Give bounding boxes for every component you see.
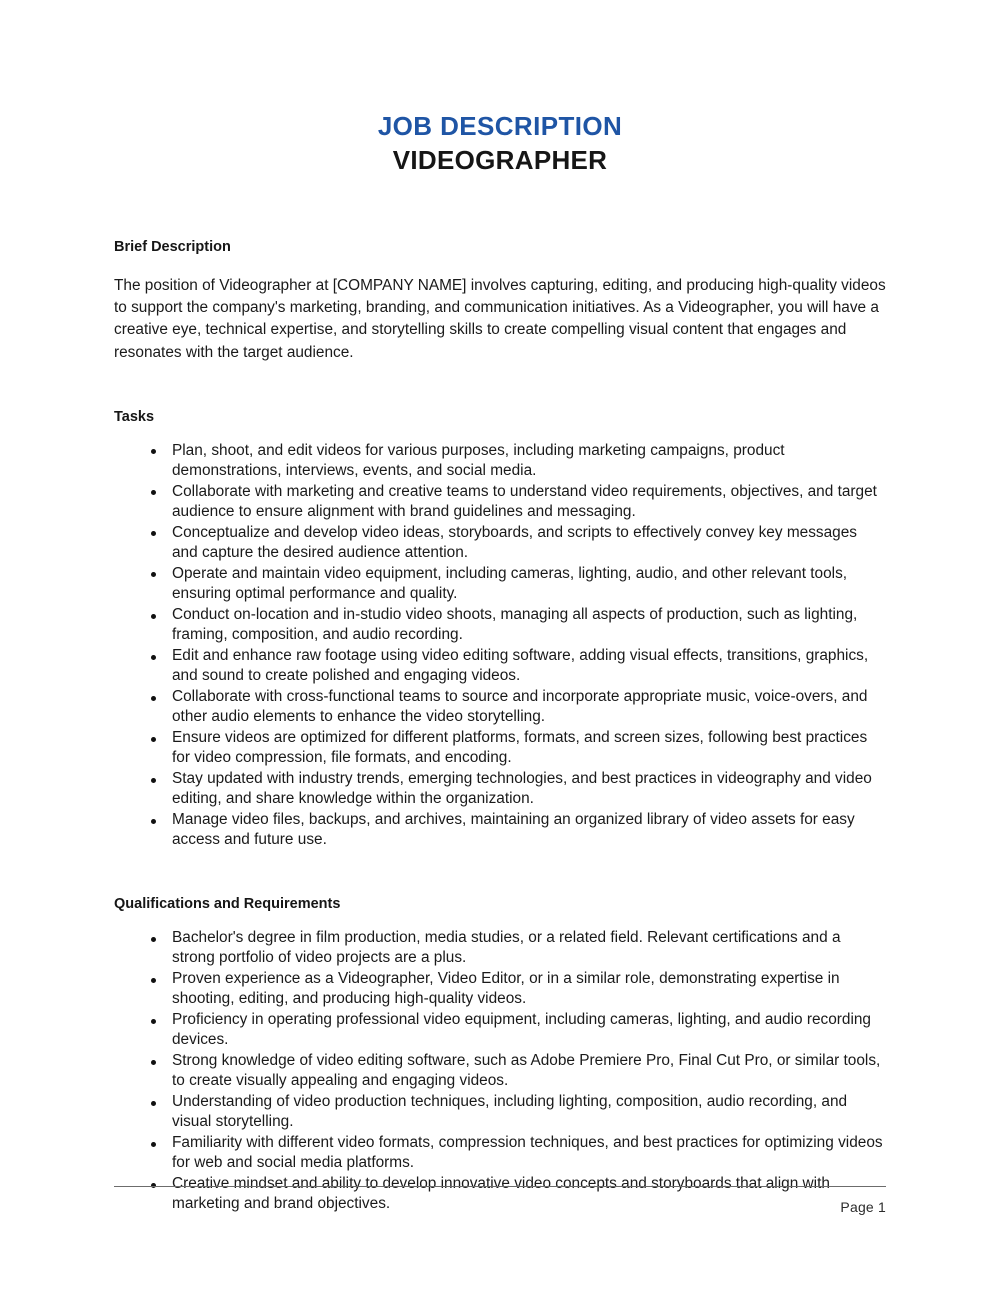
- bullet-dot-icon: [151, 614, 156, 619]
- list-item: [114, 482, 886, 522]
- section-qualifications-and-requirements: [114, 851, 886, 1214]
- list-item-text: Manage video files, backups, and archives, maintaining an organized library of video assets for easy access and future use.: [172, 811, 855, 849]
- list-item: [114, 728, 886, 768]
- bullet-dot-icon: [151, 1142, 156, 1147]
- list-item: [114, 769, 886, 809]
- list-item: [114, 928, 886, 968]
- list-item: [114, 1092, 886, 1132]
- bullet-dot-icon: [151, 655, 156, 660]
- list-item-text: Operate and maintain video equipment, including cameras, lighting, audio, and other relevant tools, ensuring optimal performance and quality.: [172, 564, 848, 602]
- list-item: [114, 1051, 886, 1091]
- page-title: JOB DESCRIPTION: [377, 111, 623, 141]
- section-heading-brief-description: Brief Description: [114, 238, 231, 255]
- bullet-dot-icon: [151, 778, 156, 783]
- qualifications-list: [114, 914, 886, 1214]
- list-item-text: Conceptualize and develop video ideas, storyboards, and scripts to effectively convey key messages and capture the desired audience attention.: [172, 523, 857, 561]
- list-item-text: Stay updated with industry trends, emerging technologies, and best practices in videography and video editing, and share knowledge within the organization.: [172, 770, 872, 808]
- list-item-text: Collaborate with cross-functional teams to source and incorporate appropriate music, voice-overs, and other audio elements to enhance the video storytelling.: [172, 687, 868, 725]
- page-footer: [114, 1186, 886, 1215]
- list-item: [114, 646, 886, 686]
- bullet-dot-icon: [151, 531, 156, 536]
- list-item: [114, 810, 886, 850]
- list-item-text: Ensure videos are optimized for different platforms, formats, and screen sizes, following best practices for video compression, file formats, and encoding.: [172, 729, 868, 767]
- page-number: Page 1: [840, 1199, 886, 1215]
- list-item-text: Collaborate with marketing and creative teams to understand video requirements, objectives, and target audience to ensure alignment with brand guidelines and messaging.: [172, 482, 877, 520]
- list-item: [114, 523, 886, 563]
- section-tasks: [114, 364, 886, 850]
- list-item-text: Creative mindset and ability to develop innovative video concepts and storyboards that align with marketing and brand objectives.: [172, 1175, 830, 1213]
- section-brief-description: [114, 176, 886, 364]
- list-item: [114, 1133, 886, 1173]
- list-item: [114, 1010, 886, 1050]
- list-item-text: Conduct on-location and in-studio video shoots, managing all aspects of production, such as lighting, framing, composition, and audio recording.: [172, 605, 858, 643]
- section-heading-qualifications: Qualifications and Requirements: [114, 896, 341, 913]
- list-item: [114, 605, 886, 645]
- bullet-dot-icon: [151, 696, 156, 701]
- bullet-dot-icon: [151, 1101, 156, 1106]
- list-item: [114, 687, 886, 727]
- bullet-dot-icon: [151, 449, 156, 454]
- page-subtitle: VIDEOGRAPHER: [392, 145, 608, 176]
- list-item-text: Understanding of video production techniques, including lighting, composition, audio recording, and visual storytelling.: [172, 1093, 848, 1131]
- list-item-text: Proven experience as a Videographer, Video Editor, or in a similar role, demonstrating expertise in shooting, editing, and producing high-quality videos.: [172, 969, 840, 1007]
- bullet-dot-icon: [151, 819, 156, 824]
- bullet-dot-icon: [151, 490, 156, 495]
- list-item-text: Edit and enhance raw footage using video editing software, adding visual effects, transitions, graphics, and sound to create polished and engaging videos.: [172, 646, 869, 684]
- list-item: [114, 969, 886, 1009]
- list-item-text: Plan, shoot, and edit videos for various purposes, including marketing campaigns, product demonstrations, interviews, events, and social media.: [172, 441, 785, 479]
- bullet-dot-icon: [151, 937, 156, 942]
- list-item: [114, 564, 886, 604]
- bullet-dot-icon: [151, 1060, 156, 1065]
- bullet-dot-icon: [151, 1019, 156, 1024]
- list-item-text: Strong knowledge of video editing software, such as Adobe Premiere Pro, Final Cut Pro, or similar tools, to create visually appealing and engaging videos.: [172, 1052, 881, 1090]
- bullet-dot-icon: [151, 737, 156, 742]
- list-item-text: Bachelor's degree in film production, media studies, or a related field. Relevant certifications and a strong portfolio of video projects are a plus.: [172, 928, 841, 966]
- document-title-block: [0, 0, 1000, 176]
- section-heading-tasks: Tasks: [114, 408, 155, 425]
- bullet-dot-icon: [151, 978, 156, 983]
- document-content: [114, 176, 886, 1214]
- brief-description-paragraph: The position of Videographer at [COMPANY NAME] involves capturing, editing, and producing high-quality videos to support the company's marketing, branding, and communication initiatives. As a Videographer, you will have a creative eye, technical expertise, and storytelling skills to create compelling visual content that engages and resonates with the target audience.: [114, 276, 886, 361]
- bullet-dot-icon: [151, 572, 156, 577]
- tasks-list: [114, 427, 886, 850]
- list-item-text: Proficiency in operating professional video equipment, including cameras, lighting, and audio recording devices.: [172, 1011, 871, 1049]
- list-item-text: Familiarity with different video formats, compression techniques, and best practices for optimizing videos for web and social media platforms.: [172, 1134, 883, 1172]
- list-item: [114, 441, 886, 481]
